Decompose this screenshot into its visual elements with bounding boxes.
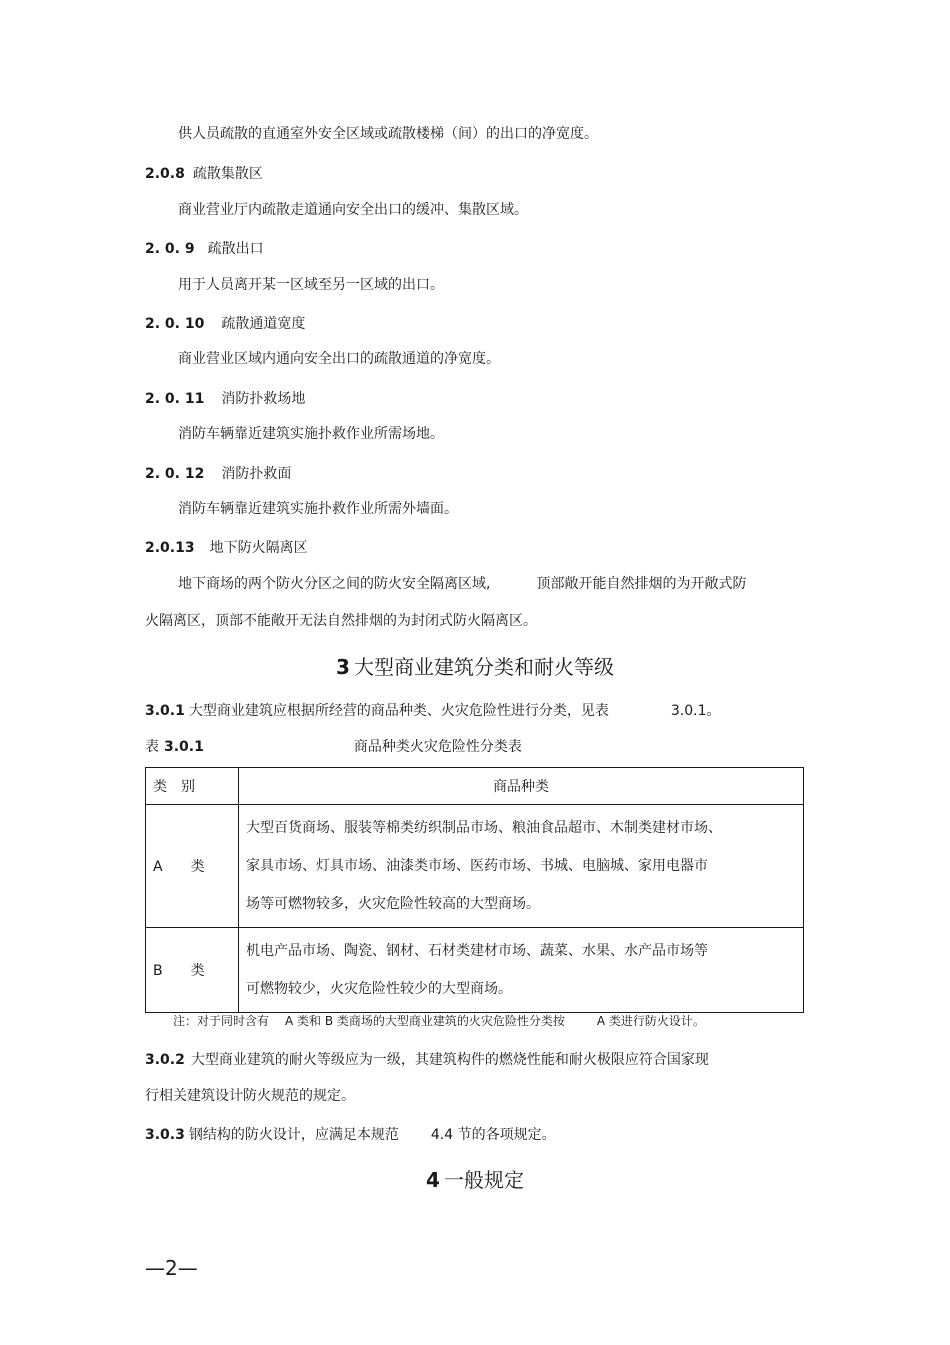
row-description (239, 928, 804, 1013)
table-label-prefix: 表 (145, 739, 159, 755)
page-number: —2— (145, 1256, 198, 1280)
table-reference: 3.0.1。 (670, 703, 721, 719)
clause-title: 地下防火隔离区 (209, 540, 308, 556)
clause-2-0-9-body: 用于人员离开某一区域至另一区域的出口。 (178, 277, 444, 293)
clause-number: 2. 0. 12 (145, 466, 205, 482)
section-reference: 4.4 节的各项规定。 (430, 1127, 556, 1143)
clause-number: 2.0.13 (145, 540, 195, 556)
clause-text: 钢结构的防火设计，应满足本规范 (188, 1127, 399, 1143)
table-header-row (146, 768, 804, 805)
clause-3-0-2-line2: 行相关建筑设计防火规范的规定。 (145, 1088, 355, 1104)
table-label-number: 3.0.1 (164, 739, 204, 755)
table-note (173, 1013, 705, 1029)
clause-text: 大型商业建筑的耐火等级应为一级，其建筑构件的燃烧性能和耐火极限应符合国家现 (190, 1052, 709, 1068)
clause-2-0-12 (145, 465, 291, 483)
clause-title: 消防扑救面 (221, 466, 292, 482)
description-line: 机电产品市场、陶瓷、钢材、石材类建材市场、蔬菜、水果、水产品市场等 (246, 943, 708, 959)
body-text: 地下商场的两个防火分区之间的防火安全隔离区域, (178, 576, 491, 592)
note-text: A 类和 B 类商场的大型商业建筑的火灾危险性分类按 (285, 1014, 565, 1028)
header-category: 类 别 (146, 768, 239, 805)
clause-3-0-1 (145, 702, 721, 720)
description-line: 场等可燃物较多，火灾危险性较高的大型商场。 (246, 896, 540, 912)
clause-2-0-9 (145, 240, 264, 258)
description-line: 大型百货商场、服装等棉类纺织制品市场、粮油食品超市、木制类建材市场、 (246, 820, 722, 836)
clause-title: 疏散通道宽度 (221, 316, 306, 332)
chapter-number: 4 (426, 1168, 440, 1192)
clause-number: 2. 0. 9 (145, 241, 195, 257)
clause-number: 3.0.1 (145, 703, 185, 719)
chapter-4-heading (0, 1167, 950, 1193)
chapter-title: 大型商业建筑分类和耐火等级 (353, 655, 614, 679)
clause-title: 疏散集散区 (192, 166, 263, 182)
table-caption (145, 738, 522, 756)
description-line: 可燃物较少，火灾危险性较少的大型商场。 (246, 981, 512, 997)
chapter-title: 一般规定 (443, 1168, 524, 1192)
clause-2-0-13 (145, 539, 308, 557)
description-line: 家具市场、灯具市场、油漆类市场、医药市场、书城、电脑城、家用电器市 (246, 858, 708, 874)
clause-number: 3.0.3 (145, 1127, 185, 1143)
clause-title: 疏散出口 (207, 241, 264, 257)
clause-2-0-13-body-line1 (178, 575, 746, 593)
clause-text: 大型商业建筑应根据所经营的商品种类、火灾危险性进行分类，见表 (188, 703, 609, 719)
clause-2-0-8-body: 商业营业厅内疏散走道通向安全出口的缓冲、集散区域。 (178, 202, 528, 218)
table-row (146, 928, 804, 1013)
clause-2-0-8 (145, 165, 263, 183)
clause-number: 3.0.2 (145, 1052, 185, 1068)
clause-2-0-11 (145, 390, 305, 408)
table-title: 商品种类火灾危险性分类表 (353, 739, 522, 755)
paragraph-exit-width-definition: 供人员疏散的直通室外安全区域或疏散楼梯（间）的出口的净宽度。 (178, 126, 598, 142)
clause-3-0-3 (145, 1126, 556, 1144)
clause-2-0-11-body: 消防车辆靠近建筑实施扑救作业所需场地。 (178, 426, 444, 442)
note-text: 注：对于同时含有 (173, 1014, 270, 1028)
header-goods-type: 商品种类 (239, 768, 804, 805)
clause-3-0-2 (145, 1051, 709, 1069)
row-category: B 类 (146, 928, 239, 1013)
clause-number: 2. 0. 11 (145, 391, 205, 407)
note-text: A 类进行防火设计。 (596, 1014, 705, 1028)
clause-2-0-13-body-line2: 火隔离区，顶部不能敞开无法自然排烟的为封闭式防火隔离区。 (145, 613, 537, 629)
clause-title: 消防扑救场地 (221, 391, 306, 407)
chapter-number: 3 (336, 655, 350, 679)
row-category: A 类 (146, 805, 239, 928)
clause-number: 2.0.8 (145, 166, 185, 182)
clause-2-0-10-body: 商业营业区域内通向安全出口的疏散通道的净宽度。 (178, 351, 500, 367)
row-description (239, 805, 804, 928)
body-text: 顶部敞开能自然排烟的为开敞式防 (536, 576, 747, 592)
clause-number: 2. 0. 10 (145, 316, 205, 332)
clause-2-0-12-body: 消防车辆靠近建筑实施扑救作业所需外墙面。 (178, 501, 458, 517)
chapter-3-heading (0, 654, 950, 680)
table-row (146, 805, 804, 928)
classification-table (145, 767, 804, 1013)
clause-2-0-10 (145, 315, 305, 333)
